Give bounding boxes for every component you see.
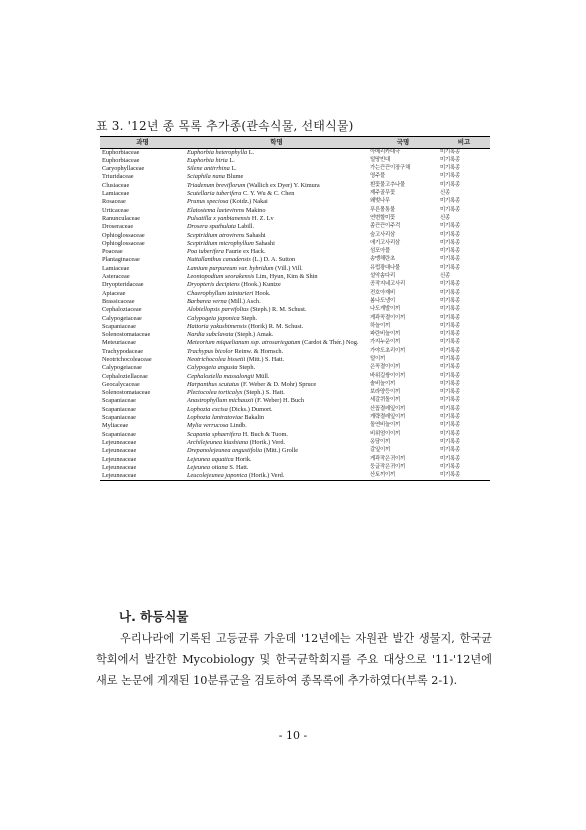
remark-cell: 미기록종 <box>440 165 461 172</box>
korean-name-cell: 은꼭결이이끼 <box>370 364 401 371</box>
scientific-name-cell <box>185 306 368 314</box>
korean-name-cell: 세갈퀴돌이끼 <box>370 397 401 404</box>
species-name: Anastrophyllum michauxii <box>187 397 254 405</box>
family-cell: Solenostomataceae <box>102 389 151 397</box>
scientific-name-cell <box>185 389 368 397</box>
family-cell: Euphorbiaceae <box>102 148 140 156</box>
scientific-name-cell <box>185 331 368 339</box>
table-row <box>100 198 490 206</box>
species-name: Cephaloziella massalongii <box>187 372 254 380</box>
table-row <box>100 364 490 372</box>
scientific-name-cell <box>185 339 368 347</box>
species-name: Dryopteris decipiens <box>187 281 240 289</box>
family-cell: Scapaniaceae <box>102 430 136 438</box>
table-row <box>100 414 490 422</box>
author-citation: (F. Weber) H. Buch <box>254 397 305 405</box>
remark-cell: 미기록종 <box>440 405 461 412</box>
table-row <box>100 389 490 397</box>
species-name: Nuttallanthus canadensis <box>187 256 251 264</box>
author-citation: (Steph.) R. M. Schust. <box>250 306 307 314</box>
table-row <box>100 331 490 339</box>
author-citation: (Horik.) Verd. <box>249 438 286 446</box>
korean-name-cell: 애기고사리삼 <box>370 239 401 246</box>
species-name: Nardia subclavata <box>187 331 234 339</box>
species-name: Trachypus bicolor <box>187 347 234 355</box>
korean-name-cell: 게략결레잎이끼 <box>370 414 406 421</box>
table-row <box>100 157 490 165</box>
header-remark: 비고 <box>438 137 490 149</box>
author-citation: Steph. <box>241 314 258 322</box>
author-citation: Lim, Hyun, Kim & Shin <box>255 273 318 281</box>
korean-name-cell: 숲고사리삼 <box>370 231 396 238</box>
author-citation: Makino <box>245 206 266 214</box>
table-row <box>100 281 490 289</box>
table-row <box>100 165 490 173</box>
family-cell: Lamiaceae <box>102 190 130 198</box>
table-row <box>100 298 490 306</box>
korean-name-cell: 가지누운이끼 <box>370 339 401 346</box>
scientific-name-cell <box>185 232 368 240</box>
family-cell: Urticaceae <box>102 206 129 214</box>
table-row <box>100 339 490 347</box>
table-row <box>100 207 490 215</box>
table-caption: 표 3. '12년 종 목록 추가종(관속식물, 선태식물) <box>96 119 354 133</box>
remark-cell: 미기록종 <box>440 206 461 213</box>
scientific-name-cell <box>185 431 368 439</box>
scientific-name-cell <box>185 439 368 447</box>
header-scientific-name: 학명 <box>185 137 368 149</box>
family-cell: Lejeuneaceae <box>102 447 137 455</box>
table-row <box>100 148 490 157</box>
family-cell: Myliaceae <box>102 422 129 430</box>
author-citation: S. Hatt. <box>229 463 249 471</box>
remark-cell: 미기록종 <box>440 231 461 238</box>
korean-name-cell: 산꼽결레잎이끼 <box>370 405 406 412</box>
header-family: 과명 <box>100 137 185 149</box>
remark-cell: 미기록종 <box>440 314 461 321</box>
table-row <box>100 265 490 273</box>
scientific-name-cell <box>185 215 368 223</box>
remark-cell: 미기록종 <box>440 347 461 354</box>
korean-name-cell: 바위길쌍이이끼 <box>370 372 406 379</box>
family-cell: Cephaloziaceae <box>102 306 142 314</box>
author-citation: H. Buch & Tuom. <box>242 430 288 438</box>
species-name: Poa tuberifera <box>187 248 224 256</box>
korean-name-cell: 둥글작은귀이끼 <box>370 463 406 470</box>
scientific-name-cell <box>185 198 368 206</box>
family-cell: Ophioglossaceae <box>102 231 145 239</box>
table-row <box>100 223 490 231</box>
scientific-name-cell <box>185 281 368 289</box>
remark-cell: 미기록종 <box>440 322 461 329</box>
table-header-row <box>100 137 490 149</box>
scientific-name-cell <box>185 456 368 464</box>
family-cell: Caryophyllaceae <box>102 165 145 173</box>
remark-cell: 미기록종 <box>440 397 461 404</box>
table-body <box>100 148 490 481</box>
species-name: Neotrichocolea bissetii <box>187 356 246 363</box>
remark-cell: 미기록종 <box>440 264 461 271</box>
species-name: Harpanthus scutatus <box>187 380 240 388</box>
remark-cell: 미기록종 <box>440 173 461 180</box>
author-citation: Lindb. <box>230 422 247 430</box>
species-name: Scutellaria tuberifera <box>187 190 242 198</box>
author-citation: Hook. <box>254 289 271 297</box>
table-row <box>100 422 490 430</box>
family-cell: Plantaginaceae <box>102 256 140 264</box>
korean-name-cell: 하늘이끼 <box>370 322 391 329</box>
scientific-name-cell <box>185 148 368 157</box>
author-citation: Bakalin <box>244 414 264 422</box>
species-name: Calypogeia japonica <box>187 314 240 322</box>
scientific-name-cell <box>185 173 368 181</box>
species-name: Barbarea verna <box>187 297 227 305</box>
species-name: Sceptridium microphyllum <box>187 239 254 247</box>
korean-name-cell: 연변할미꽃 <box>370 214 396 221</box>
family-cell: Meteuriaceae <box>102 339 136 347</box>
remark-cell: 미기록종 <box>440 289 461 296</box>
korean-name-cell: 푸른몰통물 <box>370 206 396 213</box>
remark-cell: 미기록종 <box>440 447 461 454</box>
species-name: Calypogeia angusta <box>187 364 238 372</box>
remark-cell: 신종 <box>440 214 451 221</box>
author-citation: L. <box>231 165 237 173</box>
scientific-name-cell <box>185 323 368 331</box>
family-cell: Asteraceae <box>102 273 130 281</box>
scientific-name-cell <box>185 422 368 430</box>
family-cell: Euphorbiaceae <box>102 156 140 164</box>
author-citation: (Dicks.) Dumort. <box>229 405 273 413</box>
korean-name-cell: 비위엄이이끼 <box>370 430 401 437</box>
family-cell: Apiaceae <box>102 289 126 297</box>
table-row <box>100 381 490 389</box>
family-cell: Cephaloziellaceae <box>102 372 148 380</box>
species-name: Euphorbia hirta <box>187 156 228 164</box>
remark-cell: 신종 <box>440 190 451 197</box>
species-name: Archilejeunea kiushiana <box>187 438 249 446</box>
table-row <box>100 323 490 331</box>
table-row <box>100 472 490 481</box>
species-name: Triadenum breviflorum <box>187 181 246 189</box>
author-citation: (Mitt.) S. Hatt. <box>246 356 285 363</box>
remark-cell: 미기록종 <box>440 248 461 255</box>
remark-cell: 미기록종 <box>440 198 461 205</box>
remark-cell: 미기록종 <box>440 430 461 437</box>
table-row <box>100 248 490 256</box>
table-row <box>100 456 490 464</box>
korean-name-cell: 제주골무꽃 <box>370 190 396 197</box>
table-row <box>100 373 490 381</box>
table-row <box>100 356 490 364</box>
species-name: Scapania sphaerifera <box>187 430 242 438</box>
table-row <box>100 306 490 314</box>
remark-cell: 미기록종 <box>440 306 461 313</box>
author-citation: (Vill.) Vill. <box>275 264 303 272</box>
remark-cell: 미기록종 <box>440 455 461 462</box>
remark-cell: 신종 <box>440 273 451 280</box>
author-citation: Blume <box>226 173 244 181</box>
remark-cell: 미기록종 <box>440 422 461 429</box>
remark-cell: 미기록종 <box>440 281 461 288</box>
korean-name-cell: 전호아재비 <box>370 289 396 296</box>
species-name: Silene antirrhina <box>187 165 230 173</box>
family-cell: Ophioglossaceae <box>102 239 145 247</box>
scientific-name-cell <box>185 373 368 381</box>
species-name: Chaerophyllum tainturieri <box>187 289 254 297</box>
family-cell: Trachypodaceae <box>102 347 144 355</box>
scientific-name-cell <box>185 265 368 273</box>
table-row <box>100 315 490 323</box>
species-name: Leontopodium seorakensis <box>187 273 255 281</box>
family-cell: Scapaniaceae <box>102 405 136 413</box>
scientific-name-cell <box>185 207 368 215</box>
scientific-name-cell <box>185 256 368 264</box>
korean-name-cell: 좀끈끈이주걱 <box>370 223 401 230</box>
scientific-name-cell <box>185 223 368 231</box>
scientific-name-cell <box>185 406 368 414</box>
species-name: Lejeunea otiana <box>187 463 228 471</box>
author-citation: Steph. <box>239 364 256 372</box>
species-name: Sciaphila nana <box>187 173 225 181</box>
author-citation: Labill. <box>237 223 255 231</box>
remark-cell: 미기록종 <box>440 380 461 387</box>
scientific-name-cell <box>185 381 368 389</box>
korean-name-cell: 게곽작은귀이끼 <box>370 455 406 462</box>
family-cell: Solenostomataceae <box>102 331 151 339</box>
family-cell: Poaceae <box>102 248 123 256</box>
table-row <box>100 232 490 240</box>
remark-cell: 미기록종 <box>440 356 461 362</box>
table-row <box>100 397 490 405</box>
author-citation: (Mitt.) Grolle <box>263 447 299 455</box>
korean-name-cell: 갈잎이끼 <box>370 447 391 454</box>
family-cell: Lejeuneaceae <box>102 438 137 446</box>
remark-cell: 미기록종 <box>440 414 461 421</box>
family-cell: Scapaniaceae <box>102 397 136 405</box>
family-cell: Droseraceae <box>102 223 134 231</box>
korean-name-cell: 나도게발이끼 <box>370 306 401 313</box>
scientific-name-cell <box>185 290 368 298</box>
korean-name-cell: 털이끼 <box>370 356 386 362</box>
korean-name-cell: 솔비늘이끼 <box>370 380 396 387</box>
remark-cell: 미기록종 <box>440 148 461 155</box>
table-row <box>100 182 490 190</box>
remark-cell: 미기록종 <box>440 156 461 163</box>
section-title: 나. 하등식물 <box>119 609 189 624</box>
remark-cell: 미기록종 <box>440 181 461 188</box>
table-row <box>100 290 490 298</box>
family-cell: Dryopteridaceae <box>102 281 144 289</box>
author-citation: (Horik.) Verd. <box>248 472 285 480</box>
family-cell: Ranunculaceae <box>102 214 141 222</box>
author-citation: H. Z. Lv <box>251 214 274 222</box>
korean-name-cell: 아메리카대극 <box>370 148 401 155</box>
table-row <box>100 406 490 414</box>
author-citation: Reinw. & Hornsch. <box>234 347 284 355</box>
scientific-name-cell <box>185 190 368 198</box>
author-citation: C. Y. Wu & C. Chen <box>242 190 295 198</box>
remark-cell: 미기록종 <box>440 372 461 379</box>
table-row <box>100 273 490 281</box>
family-cell: Lejeuneaceae <box>100 472 185 481</box>
author-citation: (Hook.) Kuntze <box>241 281 281 289</box>
family-cell: Brassicaceae <box>102 297 135 305</box>
korean-name-cell: 영주풀 <box>370 173 386 180</box>
species-name: Alobiellopsis parvifolius <box>187 306 249 314</box>
species-name: Lamium purpureum var. hybridum <box>187 264 274 272</box>
remark-cell: 미기록종 <box>440 339 461 346</box>
author-citation: (Steph.) Amak. <box>235 331 274 339</box>
author-citation: (Wallich ex Dyer) Y. Kimura <box>246 181 320 189</box>
family-cell: Calypogeiaceae <box>102 364 142 372</box>
species-name: Meteorium miquelianum ssp. atrosariegatum <box>187 339 301 347</box>
body-paragraph: 우리나라에 기록된 고등균류 가운데 '12년에는 자원관 발간 생물지, 한국균학회에서 발간한 Mycobiology 및 한국균학회지를 주요 대상으로 '11-'12년에 새로 논문에 게재된 10분류군을 검토하여 종목록에 추가하였다(부록 2-1). <box>96 632 492 687</box>
author-citation: L. <box>229 156 235 164</box>
species-name: Lophozia excisa <box>187 405 228 413</box>
family-cell: Neotrichocoleaceae <box>102 356 152 363</box>
remark-cell: 미기록종 <box>440 438 461 445</box>
author-citation: (Steph.) S. Hatt. <box>244 389 285 397</box>
korean-name-cell: 봄나도냉이 <box>370 297 396 304</box>
remark-cell: 미기록종 <box>440 364 461 371</box>
author-citation: (Koidz.) Nakai <box>230 198 268 206</box>
korean-name-cell: 가야도초리이끼 <box>370 347 406 354</box>
species-name: Prunus speciosa <box>187 198 229 206</box>
species-name: Euphorbia heterophylla <box>187 148 248 156</box>
scientific-name-cell <box>185 447 368 455</box>
family-cell: Scapaniaceae <box>102 322 136 330</box>
species-name: Plectocolea torticalyx <box>187 389 243 397</box>
scientific-name-cell <box>185 364 368 372</box>
scientific-name-cell <box>185 298 368 306</box>
table-row <box>100 348 490 356</box>
species-name: Hattoria yakushimensis <box>187 322 247 330</box>
species-name: Mylia verrucosa <box>187 422 229 430</box>
korean-name-cell: 송맹해란초 <box>370 256 396 263</box>
remark-cell: 미기록종 <box>438 472 490 481</box>
author-citation: Müll. <box>255 372 270 380</box>
remark-cell: 미기록종 <box>440 331 461 338</box>
family-cell: Lejeuneaceae <box>102 455 137 463</box>
author-citation: (Cardot & Thér.) Nog. <box>302 339 359 347</box>
author-citation: (F. Weber & D. Mohr) Spruce <box>240 380 317 388</box>
author-citation: Faurie ex Hack. <box>225 248 266 256</box>
korean-name-cell: 유럽광대나물 <box>370 264 401 271</box>
scientific-name-cell <box>185 273 368 281</box>
table-row <box>100 240 490 248</box>
table-row <box>100 256 490 264</box>
species-table <box>100 136 490 481</box>
korean-name-cell: 게곽꼭결이이끼 <box>370 314 406 321</box>
species-name: Lophozia lantratoviae <box>187 414 243 422</box>
scientific-name-cell <box>185 472 368 481</box>
species-name: Pulsatilla x yanbianensis <box>187 214 251 222</box>
family-cell: Clusiaceae <box>102 181 130 189</box>
species-name: Leucolejeunea japonica <box>187 472 248 480</box>
remark-cell: 미기록종 <box>440 239 461 246</box>
scientific-name-cell <box>185 464 368 472</box>
author-citation: Horik. <box>235 455 252 463</box>
korean-name-cell: 돌연비늘이끼 <box>370 422 401 429</box>
header-korean-name: 국명 <box>368 137 438 149</box>
scientific-name-cell <box>185 165 368 173</box>
author-citation: Sahashi <box>255 239 275 247</box>
author-citation: (Mill.) Asch. <box>228 297 261 305</box>
korean-name-cell: 설악솜다리 <box>370 273 396 280</box>
table-row <box>100 190 490 198</box>
family-cell: Rosaceae <box>102 198 126 206</box>
scientific-name-cell <box>185 248 368 256</box>
korean-name-cell: 옹담이끼 <box>370 438 391 445</box>
korean-name-cell: 흰꽃물고추나물 <box>370 181 406 188</box>
author-citation: Sahashi <box>246 231 266 239</box>
korean-name-cell: 섬포아풀 <box>370 248 391 255</box>
author-citation: (L.) D. A. Sutton <box>252 256 296 264</box>
table-row <box>100 439 490 447</box>
remark-cell: 미기록종 <box>440 223 461 230</box>
korean-name-cell: 파란비늘이끼 <box>370 331 401 338</box>
korean-name-cell: 산토끼이끼 <box>368 472 438 481</box>
family-cell: Triuridaceae <box>102 173 134 181</box>
page-number: - 10 - <box>278 729 308 742</box>
korean-name-cell: 털땅빈대 <box>370 156 391 163</box>
species-name: Sceptridium atrovirens <box>187 231 245 239</box>
family-cell: Geocalycaceae <box>102 380 140 388</box>
species-name: Lejeunea aquatica <box>187 455 234 463</box>
scientific-name-cell <box>185 356 368 364</box>
author-citation: (Horik) R. M. Schust. <box>248 322 304 330</box>
family-cell: Calypogeiaceae <box>102 314 142 322</box>
table-row <box>100 447 490 455</box>
scientific-name-cell <box>185 414 368 422</box>
family-cell: Lamiaceae <box>102 264 130 272</box>
species-name: Drepanolejeunea angustifolia <box>187 447 263 455</box>
family-cell: Lejeuneaceae <box>102 463 137 471</box>
korean-name-cell: 보라양등이끼 <box>370 389 401 396</box>
remark-cell: 미기록종 <box>440 463 461 470</box>
scientific-name-cell <box>185 182 368 190</box>
remark-cell: 미기록종 <box>440 256 461 263</box>
table-row <box>100 464 490 472</box>
korean-name-cell: 가는끈끈이장구채 <box>370 165 411 172</box>
scientific-name-cell <box>185 397 368 405</box>
species-name: Drosera spathulata <box>187 223 236 231</box>
remark-cell: 미기록종 <box>440 297 461 304</box>
table-row <box>100 173 490 181</box>
scientific-name-cell <box>185 315 368 323</box>
table-row <box>100 431 490 439</box>
korean-name-cell: 왜벚나무 <box>370 198 391 205</box>
scientific-name-cell <box>185 240 368 248</box>
remark-cell: 미기록종 <box>440 389 461 396</box>
table-row <box>100 215 490 223</box>
korean-name-cell: 공작지네고사리 <box>370 281 406 288</box>
scientific-name-cell <box>185 157 368 165</box>
family-cell: Scapaniaceae <box>102 414 136 422</box>
scientific-name-cell <box>185 348 368 356</box>
species-name: Elatostema laetevirens <box>187 206 245 214</box>
author-citation: L. <box>248 148 255 156</box>
